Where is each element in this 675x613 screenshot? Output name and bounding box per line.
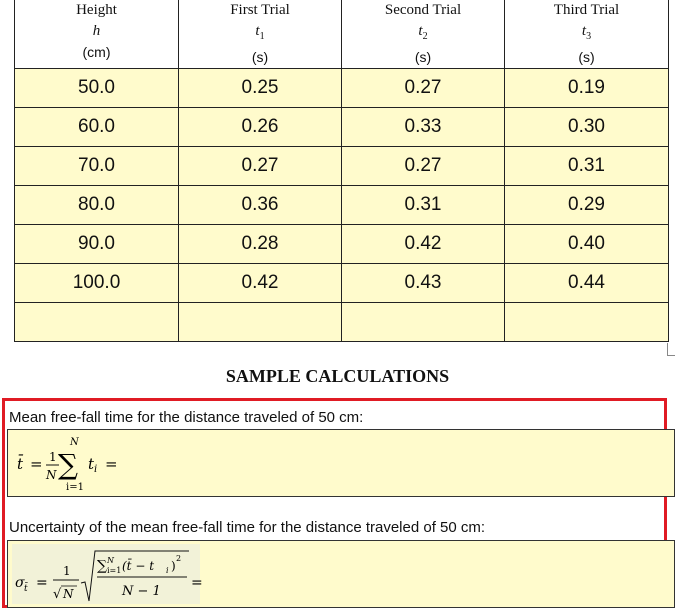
radicand-denominator: N − 1 (122, 584, 161, 599)
cell-height[interactable] (15, 303, 179, 342)
header-symbol: h (92, 23, 101, 39)
cell-trial-1[interactable] (179, 303, 342, 342)
trailing-equals: = (105, 455, 118, 473)
cell-trial-2[interactable]: 0.42 (342, 225, 505, 264)
cell-trial-3[interactable]: 0.44 (505, 264, 669, 303)
summation-icon: ∑ (58, 448, 78, 481)
cell-trial-3[interactable] (505, 303, 669, 342)
radicand-subscript: i (166, 566, 169, 575)
uncertainty-formula (11, 543, 211, 607)
mean-time-label: Mean free-fall time for the distance traveled of 50 cm: (9, 409, 364, 426)
header-second-trial (342, 0, 505, 69)
formula-lhs: t̄ (17, 455, 24, 473)
cell-trial-1[interactable]: 0.25 (179, 69, 342, 108)
cell-trial-1[interactable]: 0.36 (179, 186, 342, 225)
formula-lhs: σ (15, 575, 25, 591)
header-height (15, 0, 179, 69)
summation-icon: ∑ (97, 558, 107, 574)
header-title: First Trial (230, 2, 290, 18)
cell-trial-1[interactable]: 0.28 (179, 225, 342, 264)
trailing-equals: = (191, 575, 203, 591)
sample-calculations-title: SAMPLE CALCULATIONS (225, 366, 450, 386)
header-title: Height (76, 2, 117, 18)
table-row (15, 147, 669, 186)
radicand-close: ) (171, 559, 176, 573)
uncertainty-formula-box[interactable] (7, 540, 675, 608)
cell-trial-3[interactable]: 0.29 (505, 186, 669, 225)
table-resize-handle[interactable] (667, 343, 675, 356)
cell-height[interactable]: 80.0 (15, 186, 179, 225)
header-symbol: $t_1$ (255, 23, 265, 42)
header-unit: (s) (414, 49, 432, 65)
table-row (15, 69, 669, 108)
cell-trial-2[interactable]: 0.43 (342, 264, 505, 303)
cell-height[interactable]: 90.0 (15, 225, 179, 264)
fraction-numerator: 1 (63, 564, 71, 578)
table-row (15, 225, 669, 264)
sum-term: t (88, 455, 95, 473)
cell-trial-3[interactable]: 0.19 (505, 69, 669, 108)
cell-trial-2[interactable]: 0.27 (342, 69, 505, 108)
cell-height[interactable]: 100.0 (15, 264, 179, 303)
cell-height[interactable]: 70.0 (15, 147, 179, 186)
cell-trial-1[interactable]: 0.42 (179, 264, 342, 303)
mean-formula-box[interactable] (7, 429, 675, 497)
header-title: Second Trial (384, 2, 462, 18)
sum-term-subscript: i (94, 464, 98, 475)
cell-height[interactable]: 50.0 (15, 69, 179, 108)
radicand-numerator: (t̄ − t (122, 559, 155, 573)
header-third-trial (505, 0, 669, 69)
fraction-denominator: N (46, 468, 57, 482)
fraction-numerator: 1 (49, 450, 57, 464)
sum-lower-limit: i=1 (107, 566, 122, 575)
radicand-exponent: 2 (176, 554, 182, 563)
sum-upper-limit: N (107, 556, 114, 565)
formula-lhs-subscript: t̄ (24, 584, 28, 594)
header-first-trial (179, 0, 342, 69)
header-title: Third Trial (553, 2, 620, 18)
cell-trial-3[interactable]: 0.30 (505, 108, 669, 147)
sum-upper-limit: N (70, 437, 79, 448)
cell-trial-3[interactable]: 0.40 (505, 225, 669, 264)
table-row (15, 108, 669, 147)
header-symbol: $t_3$ (581, 23, 592, 42)
table-row (15, 264, 669, 303)
cell-height[interactable]: 60.0 (15, 108, 179, 147)
header-unit: (s) (251, 49, 269, 65)
equals-sign: = (30, 455, 43, 473)
cell-trial-1[interactable]: 0.26 (179, 108, 342, 147)
header-symbol: $t_2$ (418, 23, 428, 42)
cell-trial-2[interactable]: 0.31 (342, 186, 505, 225)
data-table (14, 0, 669, 342)
cell-trial-1[interactable]: 0.27 (179, 147, 342, 186)
sum-lower-limit: i=1 (66, 482, 84, 493)
mean-formula (11, 432, 121, 496)
sqrt-icon: √ (53, 587, 62, 602)
header-unit: (cm) (82, 44, 111, 60)
cell-trial-2[interactable]: 0.33 (342, 108, 505, 147)
fraction-denominator: N (63, 587, 74, 601)
cell-trial-2[interactable] (342, 303, 505, 342)
cell-trial-3[interactable]: 0.31 (505, 147, 669, 186)
uncertainty-label: Uncertainty of the mean free-fall time for the distance traveled of 50 cm: (9, 519, 486, 536)
table-row-empty (15, 303, 669, 342)
equals-sign: = (36, 575, 48, 591)
header-unit: (s) (578, 49, 595, 65)
table-row (15, 186, 669, 225)
cell-trial-2[interactable]: 0.27 (342, 147, 505, 186)
